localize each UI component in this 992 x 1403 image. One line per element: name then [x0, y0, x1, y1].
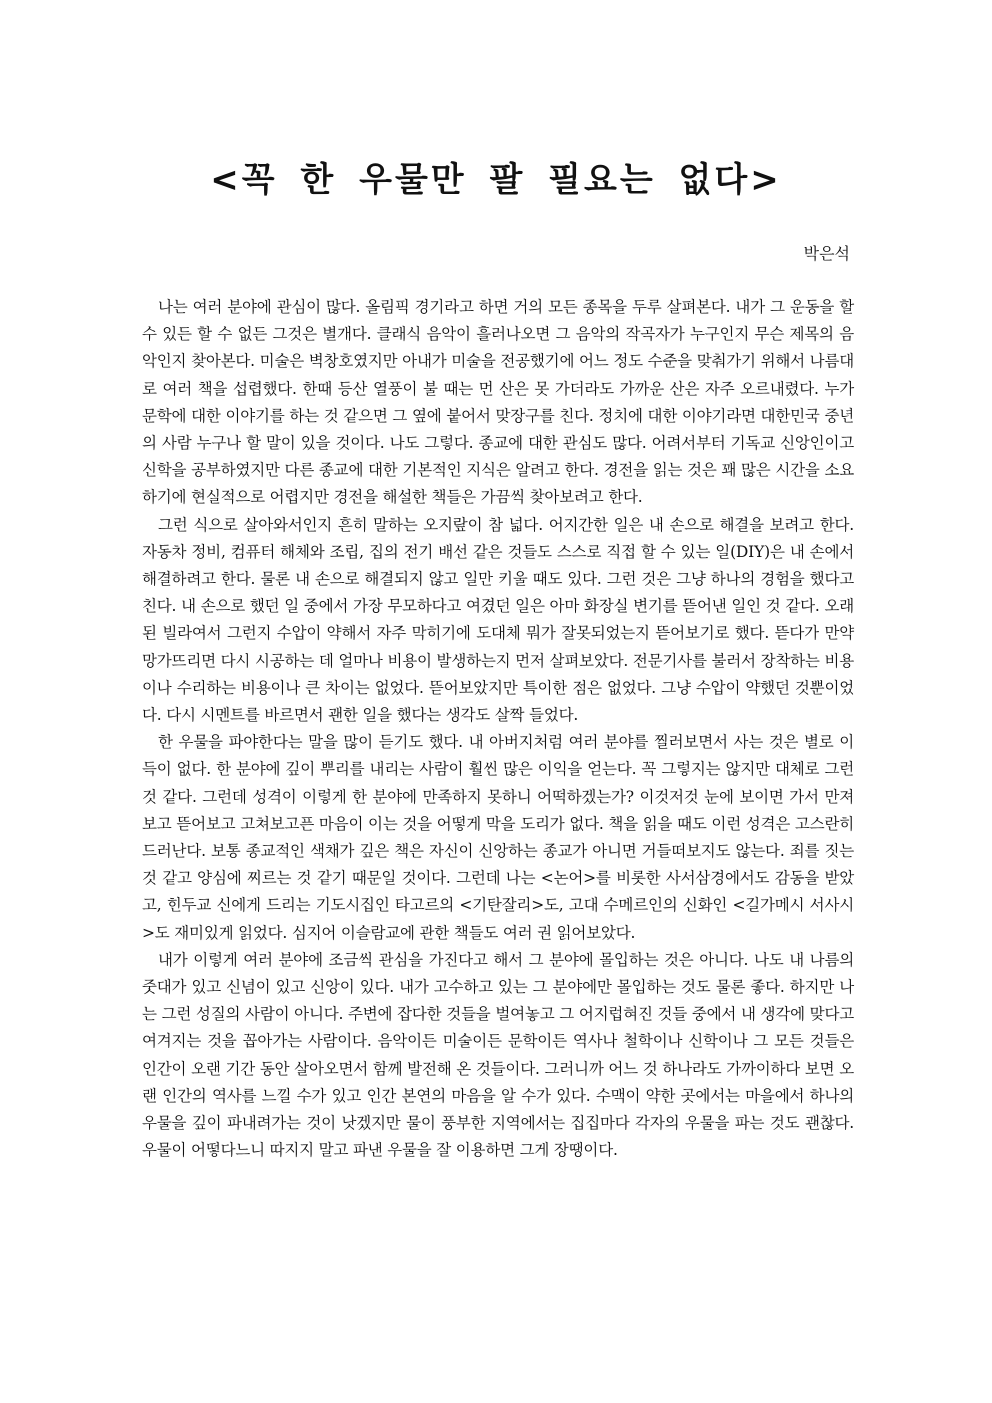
paragraph: 한 우물을 파야한다는 말을 많이 듣기도 했다. 내 아버지처럼 여러 분야를 찔러보면서 사는 것은 별로 이득이 없다. 한 분야에 깊이 뿌리를 내리는 사람이 훨씬 많은 이익을 얻는다. 꼭 그렇지는 않지만 대체로 그런 것 같다. 그런데 성격이 이렇게 한 분야에 만족하지 못하니 어떡하겠는가? 이것저것 눈에 보이면 가서 만져보고 뜯어보고 고쳐보고픈 마음이 이는 것을 어떻게 막을 도리가 없다. 책을 읽을 때도 이런 성격은 고스란히 드러난다. 보통 종교적인 색채가 깊은 책은 자신이 신앙하는 종교가 아니면 거들떠보지도 않는다. 죄를 짓는 것 같고 양심에 찌르는 것 같기 때문일 것이다. 그런데 나는 <논어>를 비롯한 사서삼경에서도 감동을 받았고, 힌두교 신에게 드리는 기도시집인 타고르의 <기탄잘리>도, 고대 수메르인의 신화인 <길가메시 서사시>도 재미있게 읽었다. 심지어 이슬람교에 관한 책들도 여러 권 읽어보았다. — [142, 733, 854, 942]
paragraph: 그런 식으로 살아와서인지 흔히 말하는 오지랖이 참 넓다. 어지간한 일은 내 손으로 해결을 보려고 한다. 자동차 정비, 컴퓨터 해체와 조립, 집의 전기 배선 같은 것들도 스스로 직접 할 수 있는 일(DIY)은 내 손에서 해결하려고 한다. 물론 내 손으로 해결되지 않고 일만 키울 때도 있다. 그런 것은 그냥 하나의 경험을 했다고 친다. 내 손으로 했던 일 중에서 가장 무모하다고 여겼던 일은 아마 화장실 변기를 뜯어낸 일인 것 같다. 오래된 빌라여서 그런지 수압이 약해서 자주 막히기에 도대체 뭐가 잘못되었는지 뜯어보기로 했다. 뜯다가 만약 망가뜨리면 다시 시공하는 데 얼마나 비용이 발생하는지 먼저 살펴보았다. 전문기사를 불러서 장착하는 비용이나 수리하는 비용이나 큰 차이는 없었다. 뜯어보았지만 특이한 점은 없었다. 그냥 수압이 약했던 것뿐이었다. 다시 시멘트를 바르면서 괜한 일을 했다는 생각도 살짝 들었다. — [142, 515, 854, 725]
document-title: <꼭 한 우물만 팔 필요는 없다> — [210, 160, 782, 200]
paragraph: 나는 여러 분야에 관심이 많다. 올림픽 경기라고 하면 거의 모든 종목을 두루 살펴본다. 내가 그 운동을 할 수 있든 할 수 없든 그것은 별개다. 클래식 음악이 흘러나오면 그 음악의 작곡자가 누구인지 무슨 제목의 음악인지 찾아본다. 미술은 벽창호였지만 아내가 미술을 전공했기에 어느 정도 수준을 맞춰가기 위해서 나름대로 여러 책을 섭렵했다. 한때 등산 열풍이 불 때는 먼 산은 못 가더라도 가까운 산은 자주 오르내렸다. 누가 문학에 대한 이야기를 하는 것 같으면 그 옆에 붙어서 맞장구를 친다. 정치에 대한 이야기라면 대한민국 중년의 사람 누구나 할 말이 있을 것이다. 나도 그렇다. 종교에 대한 관심도 많다. 어려서부터 기독교 신앙인이고 신학을 공부하였지만 다른 종교에 대한 기본적인 지식은 알려고 한다. 경전을 읽는 것은 꽤 많은 시간을 소요하기에 현실적으로 어렵지만 경전을 해설한 책들은 가끔씩 찾아보려고 한다. — [142, 298, 854, 507]
author-name: 박은석 — [803, 244, 850, 263]
paragraph: 내가 이렇게 여러 분야에 조금씩 관심을 가진다고 해서 그 분야에 몰입하는 것은 아니다. 나도 내 나름의 줏대가 있고 신념이 있고 신앙이 있다. 내가 고수하고 있는 그 분야에만 몰입하는 것도 물론 좋다. 하지만 나는 그런 성질의 사람이 아니다. 주변에 잡다한 것들을 벌여놓고 그 어지럽혀진 것들 중에서 내 생각에 맞다고 여겨지는 것을 꼽아가는 사람이다. 음악이든 미술이든 문학이든 역사나 철학이나 신학이나 그 모든 것들은 인간이 오랜 기간 동안 살아오면서 함께 발전해 온 것들이다. 그러니까 어느 것 하나라도 가까이하다 보면 오랜 인간의 역사를 느낄 수가 있고 인간 본연의 마음을 알 수가 있다. 수맥이 약한 곳에서는 마을에서 하나의 우물을 깊이 파내려가는 것이 낫겠지만 물이 풍부한 지역에서는 집집마다 각자의 우물을 파는 것도 괜찮다. 우물이 어떻다느니 따지지 말고 파낸 우물을 잘 이용하면 그게 장땡이다. — [142, 950, 854, 1160]
document-body — [142, 294, 854, 1165]
